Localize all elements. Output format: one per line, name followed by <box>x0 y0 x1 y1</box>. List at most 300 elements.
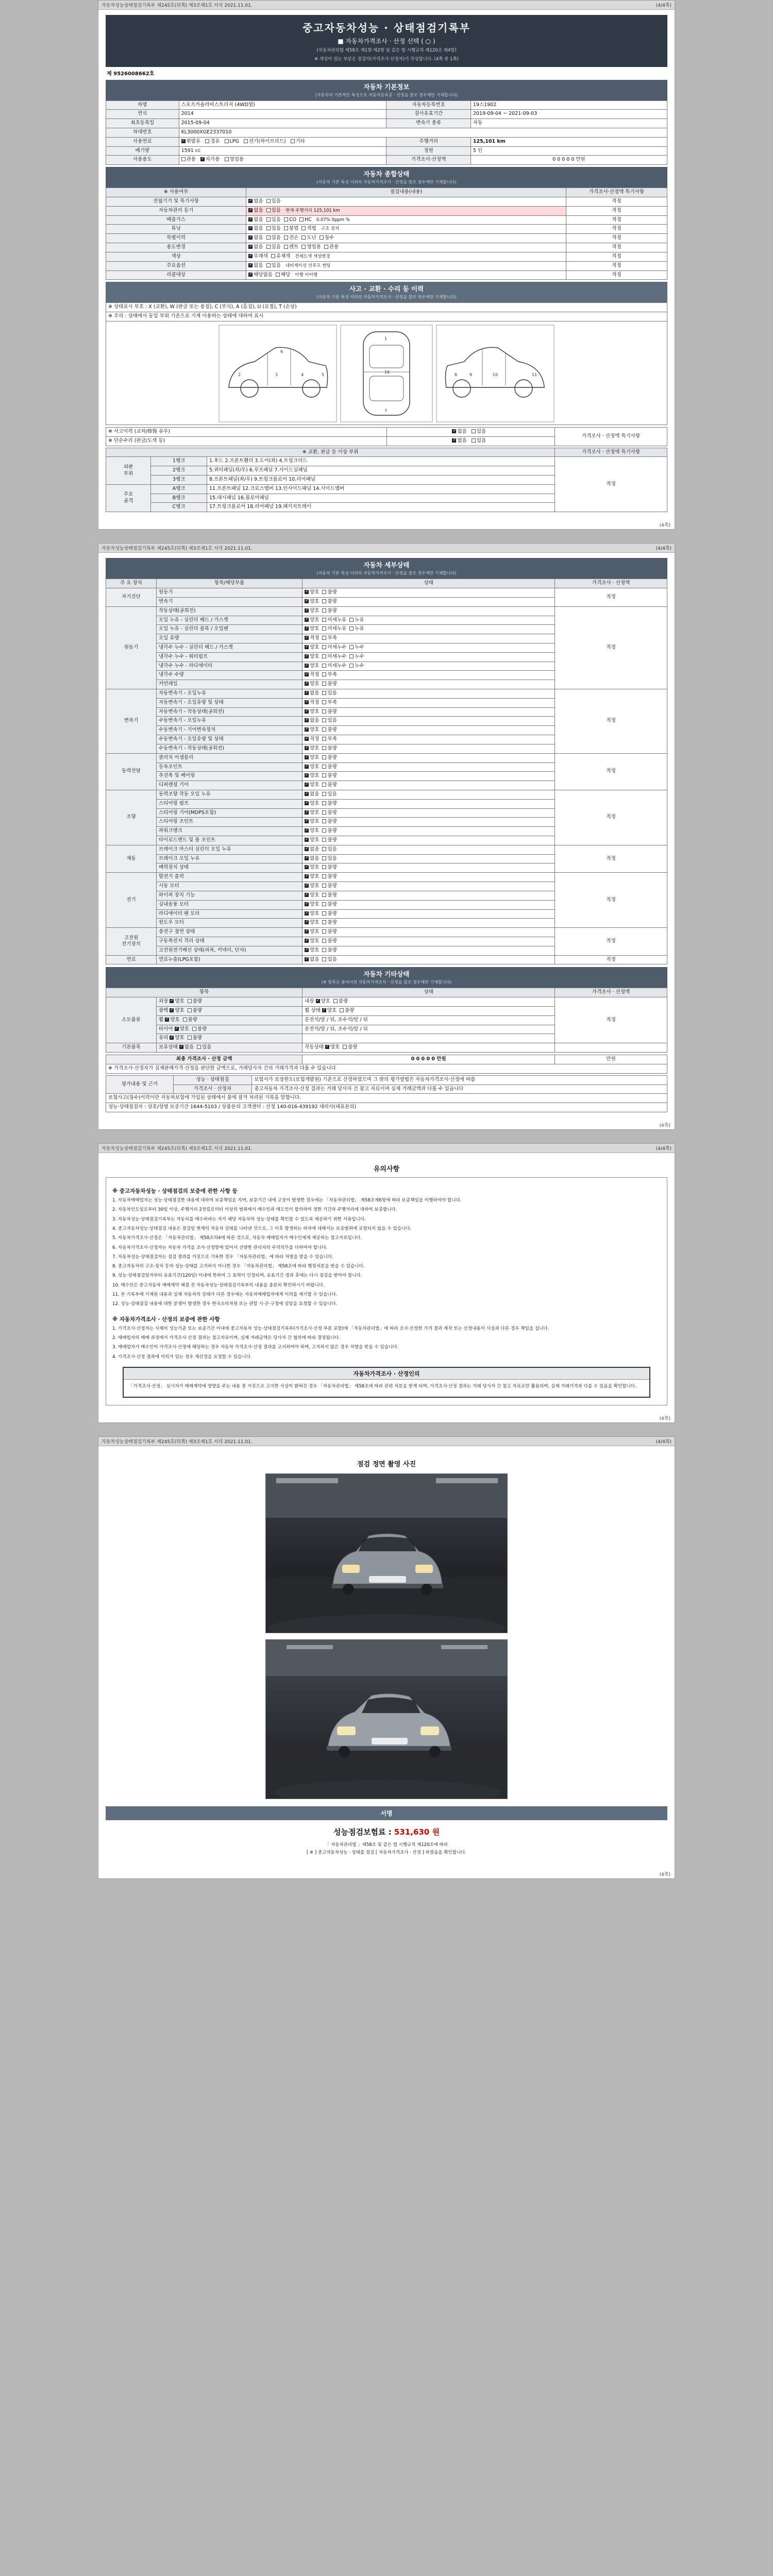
detail-item-status <box>303 863 555 873</box>
col-header-price-note: 가격조사 · 산정액 <box>555 579 667 588</box>
detail-item-status <box>303 662 555 671</box>
checkbox-불량[interactable] <box>322 948 326 952</box>
table-row <box>106 753 667 762</box>
checkbox-label: 양호 <box>310 828 320 834</box>
checkbox-label: 있음 <box>327 846 337 852</box>
detail-item-status <box>303 946 555 955</box>
checkbox-양호[interactable] <box>305 783 309 787</box>
checkbox-불량[interactable] <box>188 1008 192 1012</box>
overall-item-detail: 이행 미이행 <box>295 272 318 278</box>
checkbox-누유[interactable] <box>349 626 354 631</box>
checkbox-양호[interactable] <box>305 654 309 658</box>
checkbox-label: 없음 <box>254 244 263 250</box>
checkbox-미세누수[interactable] <box>322 645 326 649</box>
overall-item-detail: 구조 장치 <box>321 226 340 232</box>
checkbox-label: 경유 <box>210 138 220 144</box>
checkbox-불량[interactable] <box>322 893 326 897</box>
checkbox-해당없음[interactable] <box>248 273 253 277</box>
checkbox-없음[interactable] <box>179 1045 183 1049</box>
field-label: 주행거리 <box>386 137 470 146</box>
accident-history-table <box>106 427 667 446</box>
checkbox-양호[interactable] <box>170 1036 174 1040</box>
checkbox-불량[interactable] <box>340 1008 344 1012</box>
checkbox-없음[interactable] <box>305 718 309 722</box>
checkbox-불량[interactable] <box>322 874 326 878</box>
checkbox-label: 렌트 <box>289 244 299 250</box>
checkbox-적법[interactable] <box>301 226 306 230</box>
checkbox-양호[interactable] <box>305 865 309 869</box>
checkbox-label: 자가용 <box>205 157 220 163</box>
table-row <box>106 252 667 261</box>
checkbox-누수[interactable] <box>349 654 354 658</box>
checkbox-유채색[interactable] <box>271 254 275 258</box>
checkbox-있음[interactable] <box>322 847 326 851</box>
detail-item-label: 스티어링 펌프 <box>157 799 303 808</box>
checkbox-적정[interactable] <box>305 737 309 741</box>
checkbox-불량[interactable] <box>333 999 338 1003</box>
checkbox-label: 양호 <box>310 910 320 917</box>
checkbox-불량[interactable] <box>322 902 326 906</box>
checkbox-불량[interactable] <box>322 801 326 805</box>
checkbox-label: 미세누유 <box>327 626 347 632</box>
checkbox-label: 불량 <box>338 998 348 1005</box>
checkbox-label: 불법 <box>289 226 299 232</box>
checkbox-양호[interactable] <box>316 999 320 1003</box>
detail-item-status <box>303 634 555 643</box>
form-reference: 자동차성능상태점검기록부 제245호(뒤쪽) 제3조제1호 서식 2021.11.01. <box>102 1439 253 1445</box>
checkbox-불량[interactable] <box>322 884 326 888</box>
detail-item-label: 고전원전기배선 상태(피복, 커넥터, 단자) <box>157 946 303 955</box>
checkbox-label: 양호 <box>310 607 320 614</box>
checkbox-불량[interactable] <box>322 911 326 916</box>
checkbox-불량[interactable] <box>322 865 326 869</box>
checkbox-accident-yes[interactable] <box>472 429 476 433</box>
checkbox-있음[interactable] <box>266 263 271 267</box>
checkbox-미세누수[interactable] <box>322 664 326 668</box>
page-foot-text: (4쪽) <box>659 1416 670 1422</box>
checkbox-부족[interactable] <box>322 700 326 704</box>
checkbox-미세누수[interactable] <box>322 654 326 658</box>
checkbox-양호[interactable] <box>170 999 174 1003</box>
checkbox-label: 부족 <box>327 672 337 678</box>
checkbox-적정[interactable] <box>305 672 309 676</box>
checkbox-label: 양호 <box>179 1026 189 1032</box>
checkbox-양호[interactable] <box>305 893 309 897</box>
checkbox-불량[interactable] <box>322 599 326 603</box>
checkbox-해당[interactable] <box>276 273 280 277</box>
checkbox-불량[interactable] <box>322 939 326 943</box>
table-header-row <box>106 988 667 997</box>
detail-item-label: 오일 유량 <box>157 634 303 643</box>
checkbox-불량[interactable] <box>343 1045 347 1049</box>
checkbox-양호[interactable] <box>305 920 309 924</box>
other-item-status: 작동상태 ✓양호 불량 <box>303 1043 555 1053</box>
checkbox-양호[interactable] <box>305 929 309 934</box>
other-item-label: 휠 ✓양호 불량 <box>157 1015 303 1025</box>
detail-item-status <box>303 955 555 964</box>
checkbox-simple-repair-none[interactable] <box>452 438 456 443</box>
svg-text:5: 5 <box>322 372 325 377</box>
checkbox-양호[interactable] <box>305 755 309 759</box>
checkbox-불량[interactable] <box>322 920 326 924</box>
checkbox-누유[interactable] <box>349 618 354 622</box>
svg-text:9: 9 <box>469 372 473 377</box>
detail-item-status <box>303 900 555 909</box>
checkbox-불법[interactable] <box>284 226 288 230</box>
field-value: KL3000XGE2337010 <box>179 128 667 137</box>
checkbox-부족[interactable] <box>322 636 326 640</box>
checkbox-불량[interactable] <box>322 755 326 759</box>
checkbox-있음[interactable] <box>197 1045 201 1049</box>
checkbox-불량[interactable] <box>322 608 326 613</box>
overall-band <box>106 167 667 188</box>
checkbox-있음[interactable] <box>266 235 271 240</box>
checkbox-적정[interactable] <box>305 700 309 704</box>
table-row <box>106 128 667 137</box>
notice-box <box>106 1177 667 1405</box>
checkbox-있음[interactable] <box>322 691 326 695</box>
checkbox-label: 불량 <box>327 883 337 889</box>
checkbox-부족[interactable] <box>322 672 326 676</box>
checkbox-불량[interactable] <box>188 1036 192 1040</box>
page-bottom-bar <box>98 1870 675 1878</box>
price-counter-label: 가격조사·산정액 <box>386 156 470 165</box>
table-row <box>106 427 667 436</box>
col-header-item: 항목 <box>106 988 303 997</box>
checkbox-use-commercial[interactable] <box>225 157 229 161</box>
detail-item-label: 동력조향 작동 오일 누유 <box>157 790 303 799</box>
checkbox-있음[interactable] <box>266 208 271 212</box>
checkbox-불량[interactable] <box>322 682 326 686</box>
detail-item-status <box>303 891 555 900</box>
checkbox-양호[interactable] <box>305 626 309 631</box>
checkbox-label: 누유 <box>355 626 364 632</box>
final-price-note: ※ 가격조사·산정자가 실제판매가격·산정을 판단한 금액으로, 거래당사자 간의 거래가격과 다를 수 있습니다 <box>106 1064 667 1073</box>
field-label: 자동차등록번호 <box>386 100 470 110</box>
checkbox-양호[interactable] <box>175 1027 179 1031</box>
checkbox-불량[interactable] <box>322 828 326 833</box>
detail-item-label: 타이로드엔드 및 볼 조인트 <box>157 836 303 845</box>
detail-item-label: 브레이크 마스터 실린더 오일 누유 <box>157 845 303 854</box>
checkbox-label: 있음 <box>271 244 281 250</box>
field-value: 2019-09-04 ~ 2021-09-03 <box>470 110 667 119</box>
checkbox-있음[interactable] <box>266 226 271 230</box>
checkbox-있음[interactable] <box>266 245 271 249</box>
checkbox-label: 불량 <box>327 910 337 917</box>
checkbox-label: 없음 <box>184 1044 194 1050</box>
checkbox-없음[interactable] <box>248 208 253 212</box>
checkbox-양호[interactable] <box>305 773 309 777</box>
detail-item-status <box>303 726 555 735</box>
overall-item-label: 자동차관리 등기 <box>106 206 246 215</box>
checkbox-fuel-lpg[interactable] <box>225 139 229 143</box>
checkbox-불량[interactable] <box>322 929 326 934</box>
detail-item-status <box>303 808 555 818</box>
basic-info-title: 자동차 기본정보 <box>363 82 410 91</box>
table-row <box>106 225 667 234</box>
checkbox-무채색[interactable] <box>248 254 253 258</box>
checkbox-없음[interactable] <box>248 226 253 230</box>
overall-item-status <box>246 234 566 243</box>
checkbox-양호[interactable] <box>305 948 309 952</box>
checkbox-fuel-other[interactable] <box>291 139 295 143</box>
detail-group-label: 변속기 <box>106 689 157 754</box>
checkbox-불량[interactable] <box>188 999 192 1003</box>
table-row <box>106 1103 667 1112</box>
checkbox-영업용[interactable] <box>301 245 306 249</box>
checkbox-양호[interactable] <box>305 838 309 842</box>
table-row <box>106 234 667 243</box>
detail-item-label: 파워크랭크 <box>157 827 303 836</box>
checkbox-미세누유[interactable] <box>322 626 326 631</box>
table-row <box>106 119 667 128</box>
checkbox-렌트[interactable] <box>284 245 288 249</box>
detail-item-label: 원동기 <box>157 588 303 598</box>
checkbox-label: 불량 <box>327 819 337 825</box>
footer-line-2: [ ※ ] 중고자동차성능 · 상태를 점검 [ 자동차가격조사 · 산정 ] 하였음을 확인합니다. <box>307 1850 466 1855</box>
checkbox-불량[interactable] <box>192 1027 196 1031</box>
detail-item-status <box>303 616 555 625</box>
checkbox-불량[interactable] <box>322 783 326 787</box>
evaluation-row-value: 보험사가 보상한도(보험개발원) 기준으로 산정하였으며 그 밖의 평가방법은 자동차가격조사·산정에 따름 <box>252 1075 667 1084</box>
detail-item-label: 추진축 및 베어링 <box>157 772 303 781</box>
checkbox-없음[interactable] <box>305 957 309 961</box>
notice-item: 5. 자동차가격조사·산정은 「자동차관리법」 제58조의4에 따른 것으로, 자동차 매매업자가 매수인에게 제공하는 참고자료입니다. <box>112 1235 362 1241</box>
checkbox-있음[interactable] <box>266 199 271 203</box>
checkbox-label: 해당없음 <box>254 272 273 278</box>
checkbox-양호[interactable] <box>305 709 309 714</box>
checkbox-양호[interactable] <box>305 874 309 878</box>
detail-group-label: 고전원 전기장치 <box>106 928 157 955</box>
checkbox-label: 없음 <box>310 791 320 797</box>
checkbox-HC[interactable] <box>299 217 304 222</box>
checkbox-있음[interactable] <box>322 856 326 860</box>
checkbox-양호[interactable] <box>170 1008 174 1012</box>
table-header-row <box>106 579 667 588</box>
svg-text:11: 11 <box>532 372 537 377</box>
checkbox-label: 불량 <box>327 938 337 944</box>
checkbox-label: 불량 <box>327 589 337 596</box>
checkbox-불량[interactable] <box>183 1018 187 1022</box>
checkbox-label: 양호 <box>310 929 320 935</box>
checkbox-없음[interactable] <box>305 856 309 860</box>
checkbox-label: 불량 <box>327 929 337 935</box>
checkbox-fuel-diesel[interactable] <box>205 139 209 143</box>
checkbox-양호[interactable] <box>322 1008 326 1012</box>
checkbox-불량[interactable] <box>322 746 326 750</box>
page-number: (4/4쪽) <box>656 3 671 8</box>
notice-item: 4. 중고자동차성능·상태점검 내용은 점검일 현재의 자동차 상태를 나타낸 것으로, 그 이후 발생하는 하자에 대해서는 보증범위에 포함되지 않을 수 있습니다. <box>112 1226 412 1231</box>
checkbox-label: 양호 <box>310 782 320 788</box>
checkbox-양호[interactable] <box>305 682 309 686</box>
checkbox-불량[interactable] <box>322 810 326 815</box>
checkbox-있음[interactable] <box>322 957 326 961</box>
checkbox-accident-none[interactable] <box>452 429 456 433</box>
inspection-photo-interior <box>265 1639 508 1799</box>
checkbox-양호[interactable] <box>305 599 309 603</box>
checkbox-미세누유[interactable] <box>322 618 326 622</box>
checkbox-있음[interactable] <box>322 792 326 796</box>
checkbox-양호[interactable] <box>305 664 309 668</box>
detail-item-status <box>303 873 555 882</box>
checkbox-양호[interactable] <box>305 819 309 823</box>
car-top-view-diagram <box>340 325 433 422</box>
checkbox-양호[interactable] <box>305 939 309 943</box>
checkbox-label: 불량 <box>327 837 337 843</box>
checkbox-불량[interactable] <box>322 765 326 769</box>
detail-item-label: 발전기 출력 <box>157 873 303 882</box>
checkbox-있음[interactable] <box>322 718 326 722</box>
detail-group-label: 제동 <box>106 845 157 872</box>
other-subtitle: (※ 항목은 용어사전 자동차가격조사 · 산정을 참조 경우에만 기재합니다) <box>321 980 452 985</box>
page-4 <box>98 1436 675 1879</box>
checkbox-불량[interactable] <box>322 709 326 714</box>
checkbox-관용[interactable] <box>324 245 328 249</box>
detail-item-status <box>303 790 555 799</box>
checkbox-양호[interactable] <box>305 884 309 888</box>
checkbox-양호[interactable] <box>305 645 309 649</box>
field-label: 차대번호 <box>106 128 179 137</box>
checkbox-전손[interactable] <box>284 235 288 240</box>
document-subtitle: ■ 자동차가격조사 · 산정 선택 ( ○ ) <box>338 38 435 45</box>
detail-item-status <box>303 854 555 863</box>
checkbox-label: 양호 <box>310 708 320 715</box>
checkbox-label: 양호 <box>310 920 320 926</box>
overall-item-status <box>246 261 566 270</box>
frame-parts-list: 15.대시패널 16.플로어패널 <box>207 494 555 503</box>
checkbox-양호[interactable] <box>305 911 309 916</box>
detail-item-status <box>303 588 555 598</box>
overall-item-label: 리콜대상 <box>106 270 246 280</box>
page-1 <box>98 0 675 530</box>
page-foot-text: (4쪽) <box>659 1872 670 1878</box>
detail-group-note: 적정 <box>555 689 667 754</box>
checkbox-label: 양호 <box>310 764 320 770</box>
field-label: 차명 <box>106 100 179 110</box>
basic-info-table <box>106 100 667 165</box>
frame-rank-label: 2랭크 <box>151 466 207 476</box>
detail-group-label: 전기 <box>106 873 157 928</box>
accident-legend-table <box>106 302 667 321</box>
declaration-box <box>123 1367 650 1398</box>
checkbox-없음[interactable] <box>305 792 309 796</box>
frame-rank-label: C랭크 <box>151 503 207 512</box>
detail-item-status <box>303 937 555 946</box>
checkbox-CO[interactable] <box>284 217 288 222</box>
checkbox-label: 없음 <box>310 690 320 696</box>
detail-item-label: 디퍼렌셜 기어 <box>157 781 303 790</box>
checkbox-없음[interactable] <box>305 847 309 851</box>
checkbox-양호[interactable] <box>305 727 309 732</box>
checkbox-부족[interactable] <box>322 737 326 741</box>
checkbox-불량[interactable] <box>322 727 326 732</box>
detail-item-label: 자동변속기 - 작동상태(공회전) <box>157 707 303 717</box>
table-row <box>106 689 667 699</box>
checkbox-불량[interactable] <box>322 773 326 777</box>
field-label: 정원 <box>386 146 470 156</box>
checkbox-양호[interactable] <box>165 1018 169 1022</box>
notice-item: 3. 자동차성능·상태점검기록부는 자동차를 매수하려는 자가 해당 자동차의 성능·상태를 확인할 수 있도록 제공하기 위한 서류입니다. <box>112 1216 366 1222</box>
detail-group-note: 적정 <box>555 606 667 689</box>
checkbox-양호[interactable] <box>305 828 309 833</box>
checkbox-fuel-electric[interactable] <box>244 139 248 143</box>
checkbox-label: 양호 <box>310 681 320 687</box>
checkbox-양호[interactable] <box>305 765 309 769</box>
checkbox-양호[interactable] <box>305 746 309 750</box>
checkbox-양호[interactable] <box>305 618 309 622</box>
checkbox-label: 양호 <box>310 626 320 632</box>
detail-item-status <box>303 772 555 781</box>
form-reference: 자동차성능상태점검기록부 제245호(뒤쪽) 제3조제1호 서식 2021.11.01. <box>102 3 253 8</box>
checkbox-적정[interactable] <box>305 636 309 640</box>
car-damage-diagram <box>106 321 667 425</box>
checkbox-label: 부족 <box>327 699 337 705</box>
checkbox-양호[interactable] <box>305 590 309 594</box>
checkbox-label: 불량 <box>327 800 337 806</box>
checkbox-label: 양호 <box>170 1016 180 1023</box>
fuel-options <box>179 137 386 146</box>
checkbox-fuel-gasoline[interactable] <box>181 139 186 143</box>
detail-item-label: 와이퍼 장치 기능 <box>157 891 303 900</box>
checkbox-label: 전손 <box>289 235 299 241</box>
detail-item-status <box>303 753 555 762</box>
checkbox-누수[interactable] <box>349 664 354 668</box>
checkbox-누수[interactable] <box>349 645 354 649</box>
checkbox-use-private[interactable] <box>200 157 205 161</box>
checkbox-도난[interactable] <box>301 235 306 240</box>
col-header-item: 항목/해당부품 <box>157 579 303 588</box>
checkbox-양호[interactable] <box>305 608 309 613</box>
final-price-unit: 만원 <box>555 1055 667 1064</box>
notice-item: 3. 매매업자가 매수인이 가격조사·산정에 해당하는 경우 자동차 가격조사·산정 결과를 고지하여야 하며, 고지하지 않은 경우 처벌을 받을 수 있습니다. <box>112 1345 399 1350</box>
checkbox-없음[interactable] <box>248 245 253 249</box>
detail-item-label: 수동변속기 - 기어변속장치 <box>157 726 303 735</box>
notice-item: 7. 자동차성능·상태점검자는 점검 결과를 거짓으로 기록한 경우 「자동차관리법」에 따라 처벌을 받을 수 있습니다. <box>112 1254 333 1260</box>
checkbox-양호[interactable] <box>305 902 309 906</box>
detail-item-label: 스티어링 기어(MDPS포함) <box>157 808 303 818</box>
checkbox-label: 전기(하이브리드) <box>248 138 286 144</box>
field-label: 배기량 <box>106 146 179 156</box>
table-row <box>106 1094 667 1103</box>
document-number: 제 9526008662호 <box>107 71 155 77</box>
checkbox-양호[interactable] <box>305 810 309 815</box>
checkbox-침수[interactable] <box>320 235 324 240</box>
checkbox-simple-repair-yes[interactable] <box>472 438 476 443</box>
checkbox-있음[interactable] <box>266 217 271 222</box>
notice-page-title: 유의사항 <box>373 1165 400 1173</box>
checkbox-없음[interactable] <box>248 235 253 240</box>
checkbox-양호[interactable] <box>305 801 309 805</box>
other-item-label: 타이어 ✓양호 불량 <box>157 1025 303 1034</box>
checkbox-불량[interactable] <box>322 590 326 594</box>
checkbox-label: 양호 <box>310 663 320 669</box>
checkbox-불량[interactable] <box>322 838 326 842</box>
checkbox-없음[interactable] <box>305 691 309 695</box>
detail-item-label: 작동상태(공회전) <box>157 606 303 616</box>
table-row <box>106 997 667 1007</box>
field-value: 스포츠카솔라비스트리지 (4WD열) <box>179 100 386 110</box>
svg-text:8: 8 <box>455 372 458 377</box>
checkbox-불량[interactable] <box>322 819 326 823</box>
checkbox-없음[interactable] <box>248 263 253 267</box>
evaluation-basis-table <box>106 1075 667 1112</box>
checkbox-양호[interactable] <box>325 1045 329 1049</box>
notice-item: 12. 성능·상태점검 내용에 대한 분쟁이 발생한 경우 한국소비자원 또는 관할 시·군·구청에 상담을 요청할 수 있습니다. <box>112 1301 338 1307</box>
checkbox-없음[interactable] <box>248 217 253 222</box>
checkbox-label: 없음 <box>254 235 263 241</box>
checkbox-없음[interactable] <box>248 199 253 203</box>
checkbox-use-government[interactable] <box>181 157 186 161</box>
